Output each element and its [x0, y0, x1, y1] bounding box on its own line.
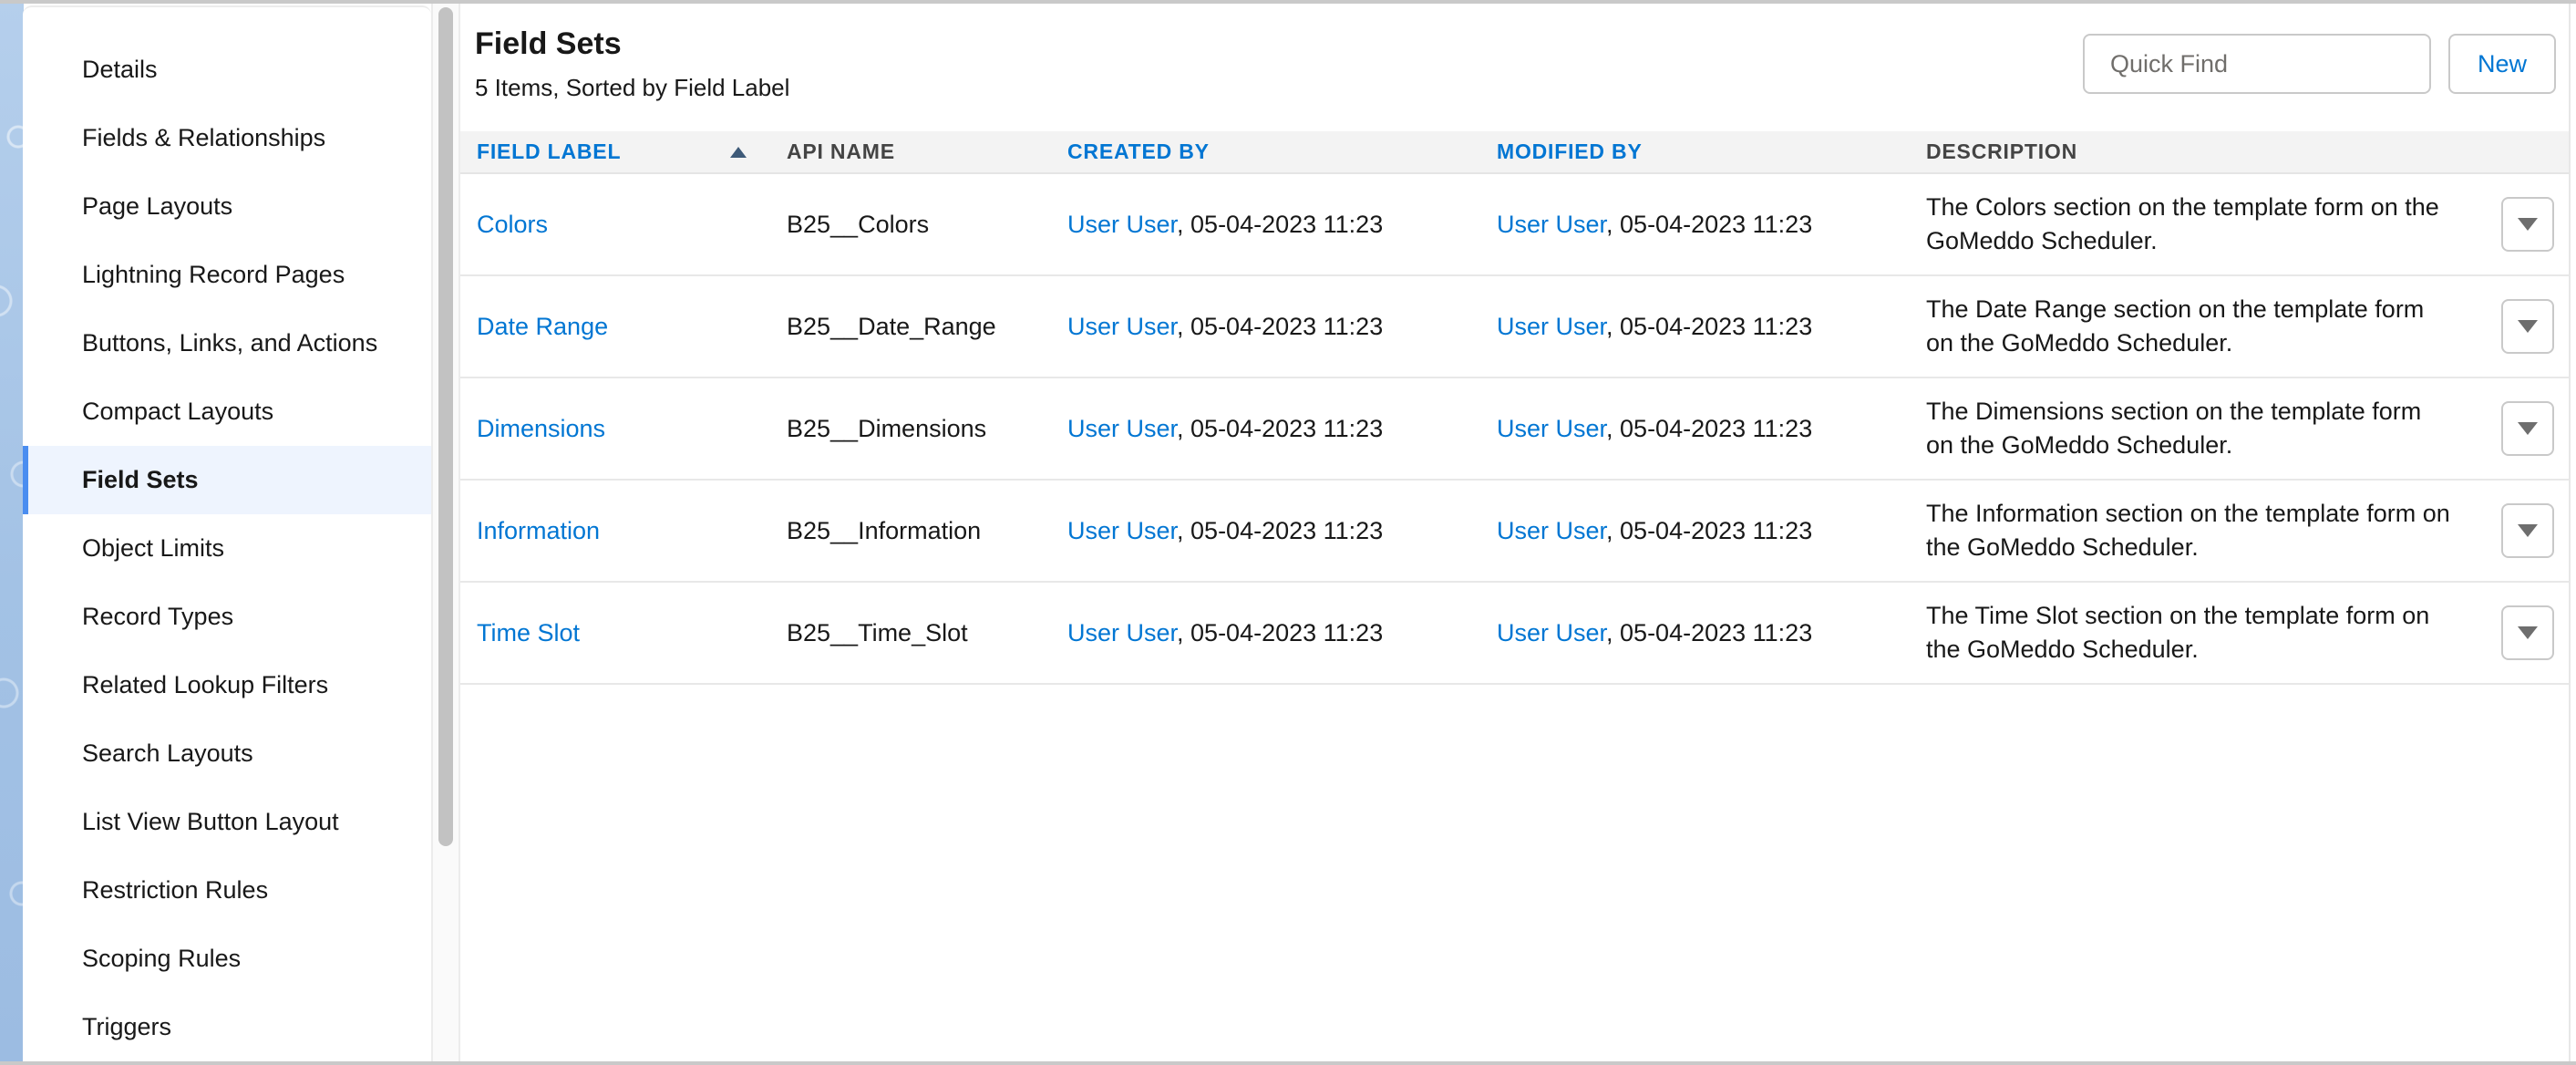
created-by-link[interactable]: User User [1067, 516, 1178, 544]
modified-by-link[interactable]: User User [1497, 618, 1607, 646]
sidebar-item-label: Triggers [82, 1013, 172, 1040]
modified-by-link[interactable]: User User [1497, 414, 1607, 442]
sidebar-item-label: Lightning Record Pages [82, 261, 345, 288]
created-date-text: , 05-04-2023 11:23 [1177, 414, 1384, 442]
row-actions-button[interactable] [2501, 401, 2554, 456]
modified-date-text: , 05-04-2023 11:23 [1606, 414, 1813, 442]
dropdown-caret-icon [2518, 524, 2538, 537]
sidebar-item-page-layouts[interactable] [23, 172, 431, 241]
created-by-link[interactable]: User User [1067, 312, 1178, 340]
created-by-link[interactable]: User User [1067, 414, 1178, 442]
modified-by-link[interactable]: User User [1497, 516, 1607, 544]
row-actions-button[interactable] [2501, 299, 2554, 354]
sidebar-scrollbar-track[interactable] [431, 4, 460, 1061]
sidebar-item-label: Scoping Rules [82, 945, 242, 972]
api-name-text: B25__Information [787, 516, 982, 544]
sidebar-item-label: Record Types [82, 603, 234, 630]
table-row [460, 481, 2569, 583]
description-text: The Information section on the template form on the GoMeddo Scheduler. [1926, 500, 2450, 561]
sidebar-item-fields-relationships[interactable] [23, 104, 431, 172]
created-date-text: , 05-04-2023 11:23 [1177, 516, 1384, 544]
sidebar-item-compact-layouts[interactable] [23, 377, 431, 446]
modified-date-text: , 05-04-2023 11:23 [1606, 210, 1813, 238]
modified-date-text: , 05-04-2023 11:23 [1606, 618, 1813, 646]
window-top-edge [0, 0, 2576, 4]
table-row [460, 378, 2569, 481]
window-bottom-edge [0, 1061, 2576, 1065]
header-actions [2083, 34, 2556, 94]
column-header-modified-by[interactable]: MODIFIED BY [1497, 140, 1643, 163]
table-row [460, 174, 2569, 276]
sidebar-item-scoping-rules[interactable] [23, 925, 431, 993]
api-name-text: B25__Colors [787, 210, 930, 238]
row-actions-button[interactable] [2501, 503, 2554, 558]
dropdown-caret-icon [2518, 218, 2538, 231]
new-button[interactable]: New [2448, 34, 2556, 94]
created-by-link[interactable]: User User [1067, 210, 1178, 238]
dropdown-caret-icon [2518, 626, 2538, 639]
row-actions-button[interactable] [2501, 197, 2554, 252]
sidebar-item-triggers[interactable] [23, 993, 431, 1061]
sidebar-item-label: List View Button Layout [82, 808, 339, 835]
modified-by-link[interactable]: User User [1497, 312, 1607, 340]
created-by-link[interactable]: User User [1067, 618, 1178, 646]
column-header-api-name: API NAME [787, 140, 895, 163]
table-row [460, 276, 2569, 378]
description-text: The Time Slot section on the template form on the GoMeddo Scheduler. [1926, 602, 2430, 663]
column-header-description: DESCRIPTION [1926, 140, 2077, 163]
sidebar-item-restriction-rules[interactable] [23, 856, 431, 925]
modified-by-link[interactable]: User User [1497, 210, 1607, 238]
field-label-link[interactable]: Dimensions [477, 414, 606, 442]
field-label-link[interactable]: Time Slot [477, 618, 581, 646]
sidebar-item-label: Field Sets [82, 466, 199, 493]
sidebar-item-search-layouts[interactable] [23, 719, 431, 788]
page-subtitle: 5 Items, Sorted by Field Label [475, 74, 790, 101]
object-manager-sidebar [23, 5, 431, 1061]
setup-background-art [0, 0, 24, 1065]
sort-ascending-icon[interactable] [730, 147, 747, 158]
sidebar-item-list-view-button-layout[interactable] [23, 788, 431, 856]
api-name-text: B25__Date_Range [787, 312, 996, 340]
sidebar-item-record-types[interactable] [23, 583, 431, 651]
field-sets-panel [460, 4, 2571, 1061]
sidebar-scrollbar-thumb[interactable] [438, 7, 453, 846]
sidebar-item-details[interactable] [23, 36, 431, 104]
sidebar-item-label: Buttons, Links, and Actions [82, 329, 378, 357]
sidebar-item-buttons-links-actions[interactable] [23, 309, 431, 377]
sidebar-item-label: Restriction Rules [82, 876, 269, 904]
sidebar-item-label: Object Limits [82, 534, 225, 562]
page-title: Field Sets [475, 26, 622, 61]
created-date-text: , 05-04-2023 11:23 [1177, 210, 1384, 238]
api-name-text: B25__Dimensions [787, 414, 987, 442]
table-header-row [460, 131, 2569, 174]
field-label-link[interactable]: Colors [477, 210, 549, 238]
table-row [460, 583, 2569, 685]
sidebar-item-label: Details [82, 56, 158, 83]
description-text: The Date Range section on the template form on the GoMeddo Scheduler. [1926, 295, 2425, 357]
sidebar-item-related-lookup-filters[interactable] [23, 651, 431, 719]
sidebar-item-label: Related Lookup Filters [82, 671, 329, 698]
column-header-field-label[interactable]: FIELD LABEL [477, 140, 787, 164]
row-actions-button[interactable] [2501, 605, 2554, 660]
dropdown-caret-icon [2518, 320, 2538, 333]
sidebar-item-label: Fields & Relationships [82, 124, 326, 151]
sidebar-item-object-limits[interactable] [23, 514, 431, 583]
dropdown-caret-icon [2518, 422, 2538, 435]
api-name-text: B25__Time_Slot [787, 618, 968, 646]
modified-date-text: , 05-04-2023 11:23 [1606, 516, 1813, 544]
description-text: The Dimensions section on the template form on the GoMeddo Scheduler. [1926, 398, 2422, 459]
sidebar-nav-list [23, 7, 431, 1061]
panel-header [460, 4, 2569, 131]
sidebar-item-label: Page Layouts [82, 192, 233, 220]
column-header-created-by[interactable]: CREATED BY [1067, 140, 1210, 163]
quick-find-input[interactable] [2108, 49, 2435, 79]
sidebar-item-label: Search Layouts [82, 739, 253, 767]
field-label-link[interactable]: Date Range [477, 312, 609, 340]
created-date-text: , 05-04-2023 11:23 [1177, 618, 1384, 646]
modified-date-text: , 05-04-2023 11:23 [1606, 312, 1813, 340]
sidebar-item-lightning-record-pages[interactable] [23, 241, 431, 309]
description-text: The Colors section on the template form on the GoMeddo Scheduler. [1926, 193, 2439, 254]
field-label-link[interactable]: Information [477, 516, 601, 544]
quick-find-box [2083, 34, 2431, 94]
sidebar-item-label: Compact Layouts [82, 398, 274, 425]
created-date-text: , 05-04-2023 11:23 [1177, 312, 1384, 340]
sidebar-item-field-sets[interactable] [23, 446, 431, 514]
